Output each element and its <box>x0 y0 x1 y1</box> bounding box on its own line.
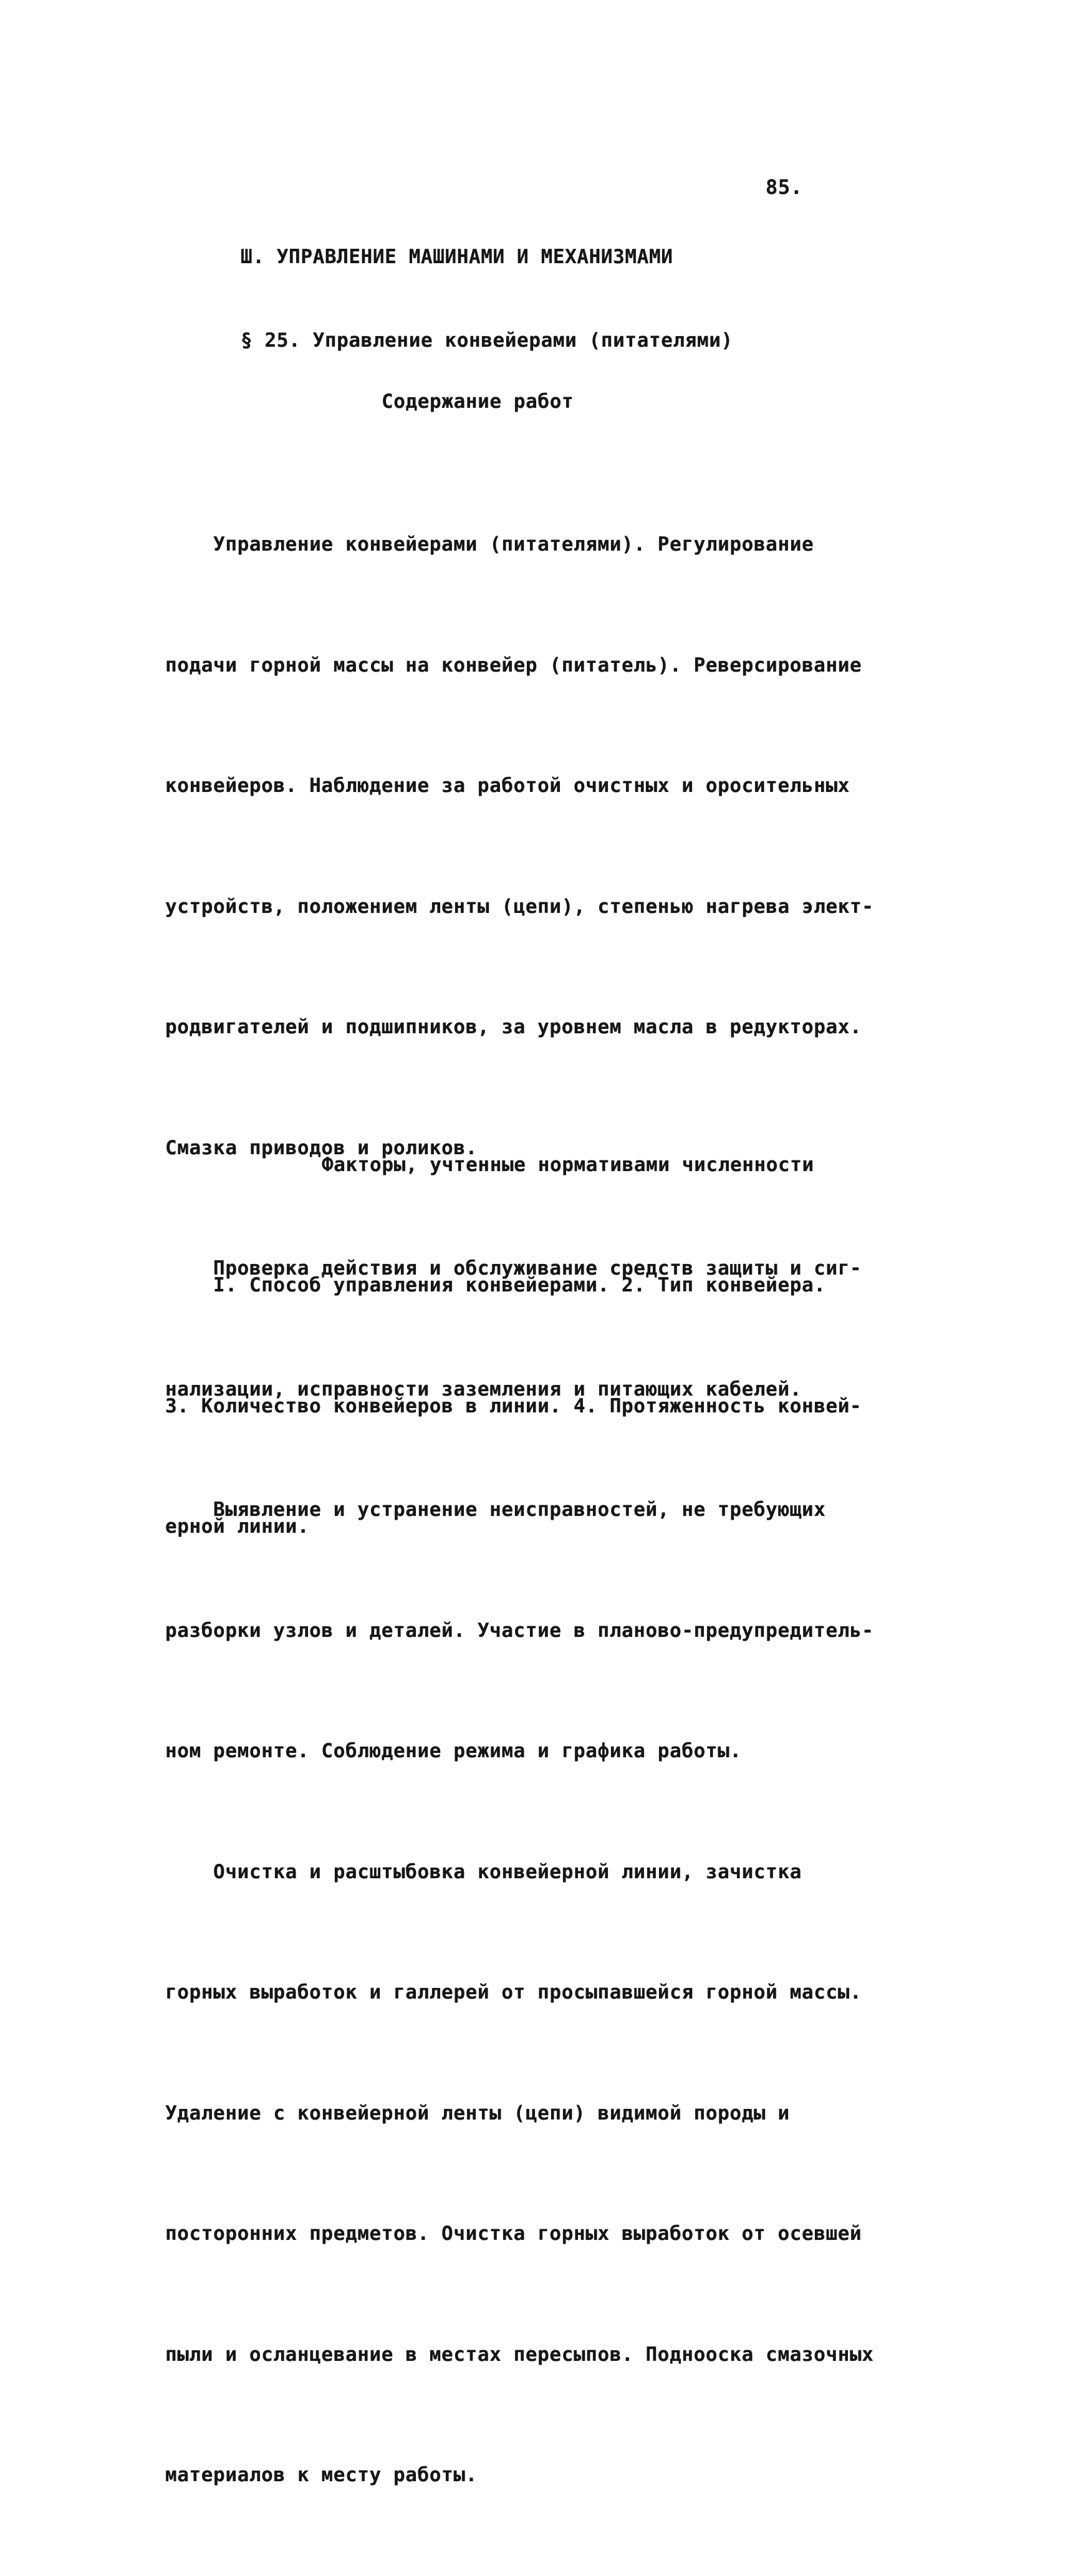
content-of-work-heading: Содержание работ <box>382 390 574 413</box>
paragraph-heading: § 25. Управление конвейерами (питателями) <box>241 329 733 352</box>
section-heading: Ш. УПРАВЛЕНИЕ МАШИНАМИ И МЕХАНИЗМАМИ <box>241 246 673 268</box>
text-line: конвейеров. Наблюдение за работой очистных и оросительных <box>165 774 850 797</box>
text-line: горных выработок и галлерей от просыпавшейся горной массы. <box>165 1981 862 2004</box>
text-line: ном ремонте. Соблюдение режима и графика работы. <box>165 1740 742 1762</box>
factors-heading: Факторы, учтенные нормативами численности <box>322 1154 814 1176</box>
text-line: посторонних предметов. Очистка горных выработок от осевшей <box>165 2222 862 2245</box>
text-line: Проверка действия и обслуживание средств защиты и сиг- <box>165 1257 862 1280</box>
text-line: родвигателей и подшипников, за уровнем масла в редукторах. <box>165 1016 862 1038</box>
text-line: нализации, исправности заземления и питающих кабелей. <box>165 1377 802 1401</box>
text-line: Очистка и расштыбовка конвейерной линии, зачистка <box>165 1860 802 1883</box>
page-number: 85. <box>766 175 803 199</box>
text-line: ерной линии. <box>165 1515 310 1538</box>
text-line: Выявление и устранение неисправностей, не требующих <box>165 1498 826 1521</box>
text-line: разборки узлов и деталей. Участие в планово-предупредитель- <box>165 1619 874 1642</box>
text-line: устройств, положением ленты (цепи), степенью нагрева элект- <box>165 895 874 918</box>
text-line: Смазка приводов и роликов. <box>165 1136 478 1159</box>
text-line: пыли и осланцевание в местах пересыпов. Поднооска смазочных <box>165 2343 874 2366</box>
text-line: Удаление с конвейерной ленты (цепи) видимой породы и <box>165 2101 790 2125</box>
text-line: I. Способ управления конвейерами. 2. Тип конвейера. <box>165 1274 826 1296</box>
text-line: Управление конвейерами (питателями). Регулирование <box>165 533 814 556</box>
text-line: подачи горной массы на конвейер (питатель). Реверсирование <box>165 654 862 677</box>
factors-text <box>165 1185 862 1628</box>
text-line: 3. Количество конвейеров в линии. 4. Протяженность конвей- <box>165 1394 862 1417</box>
text-line: материалов к месту работы. <box>165 2464 478 2486</box>
